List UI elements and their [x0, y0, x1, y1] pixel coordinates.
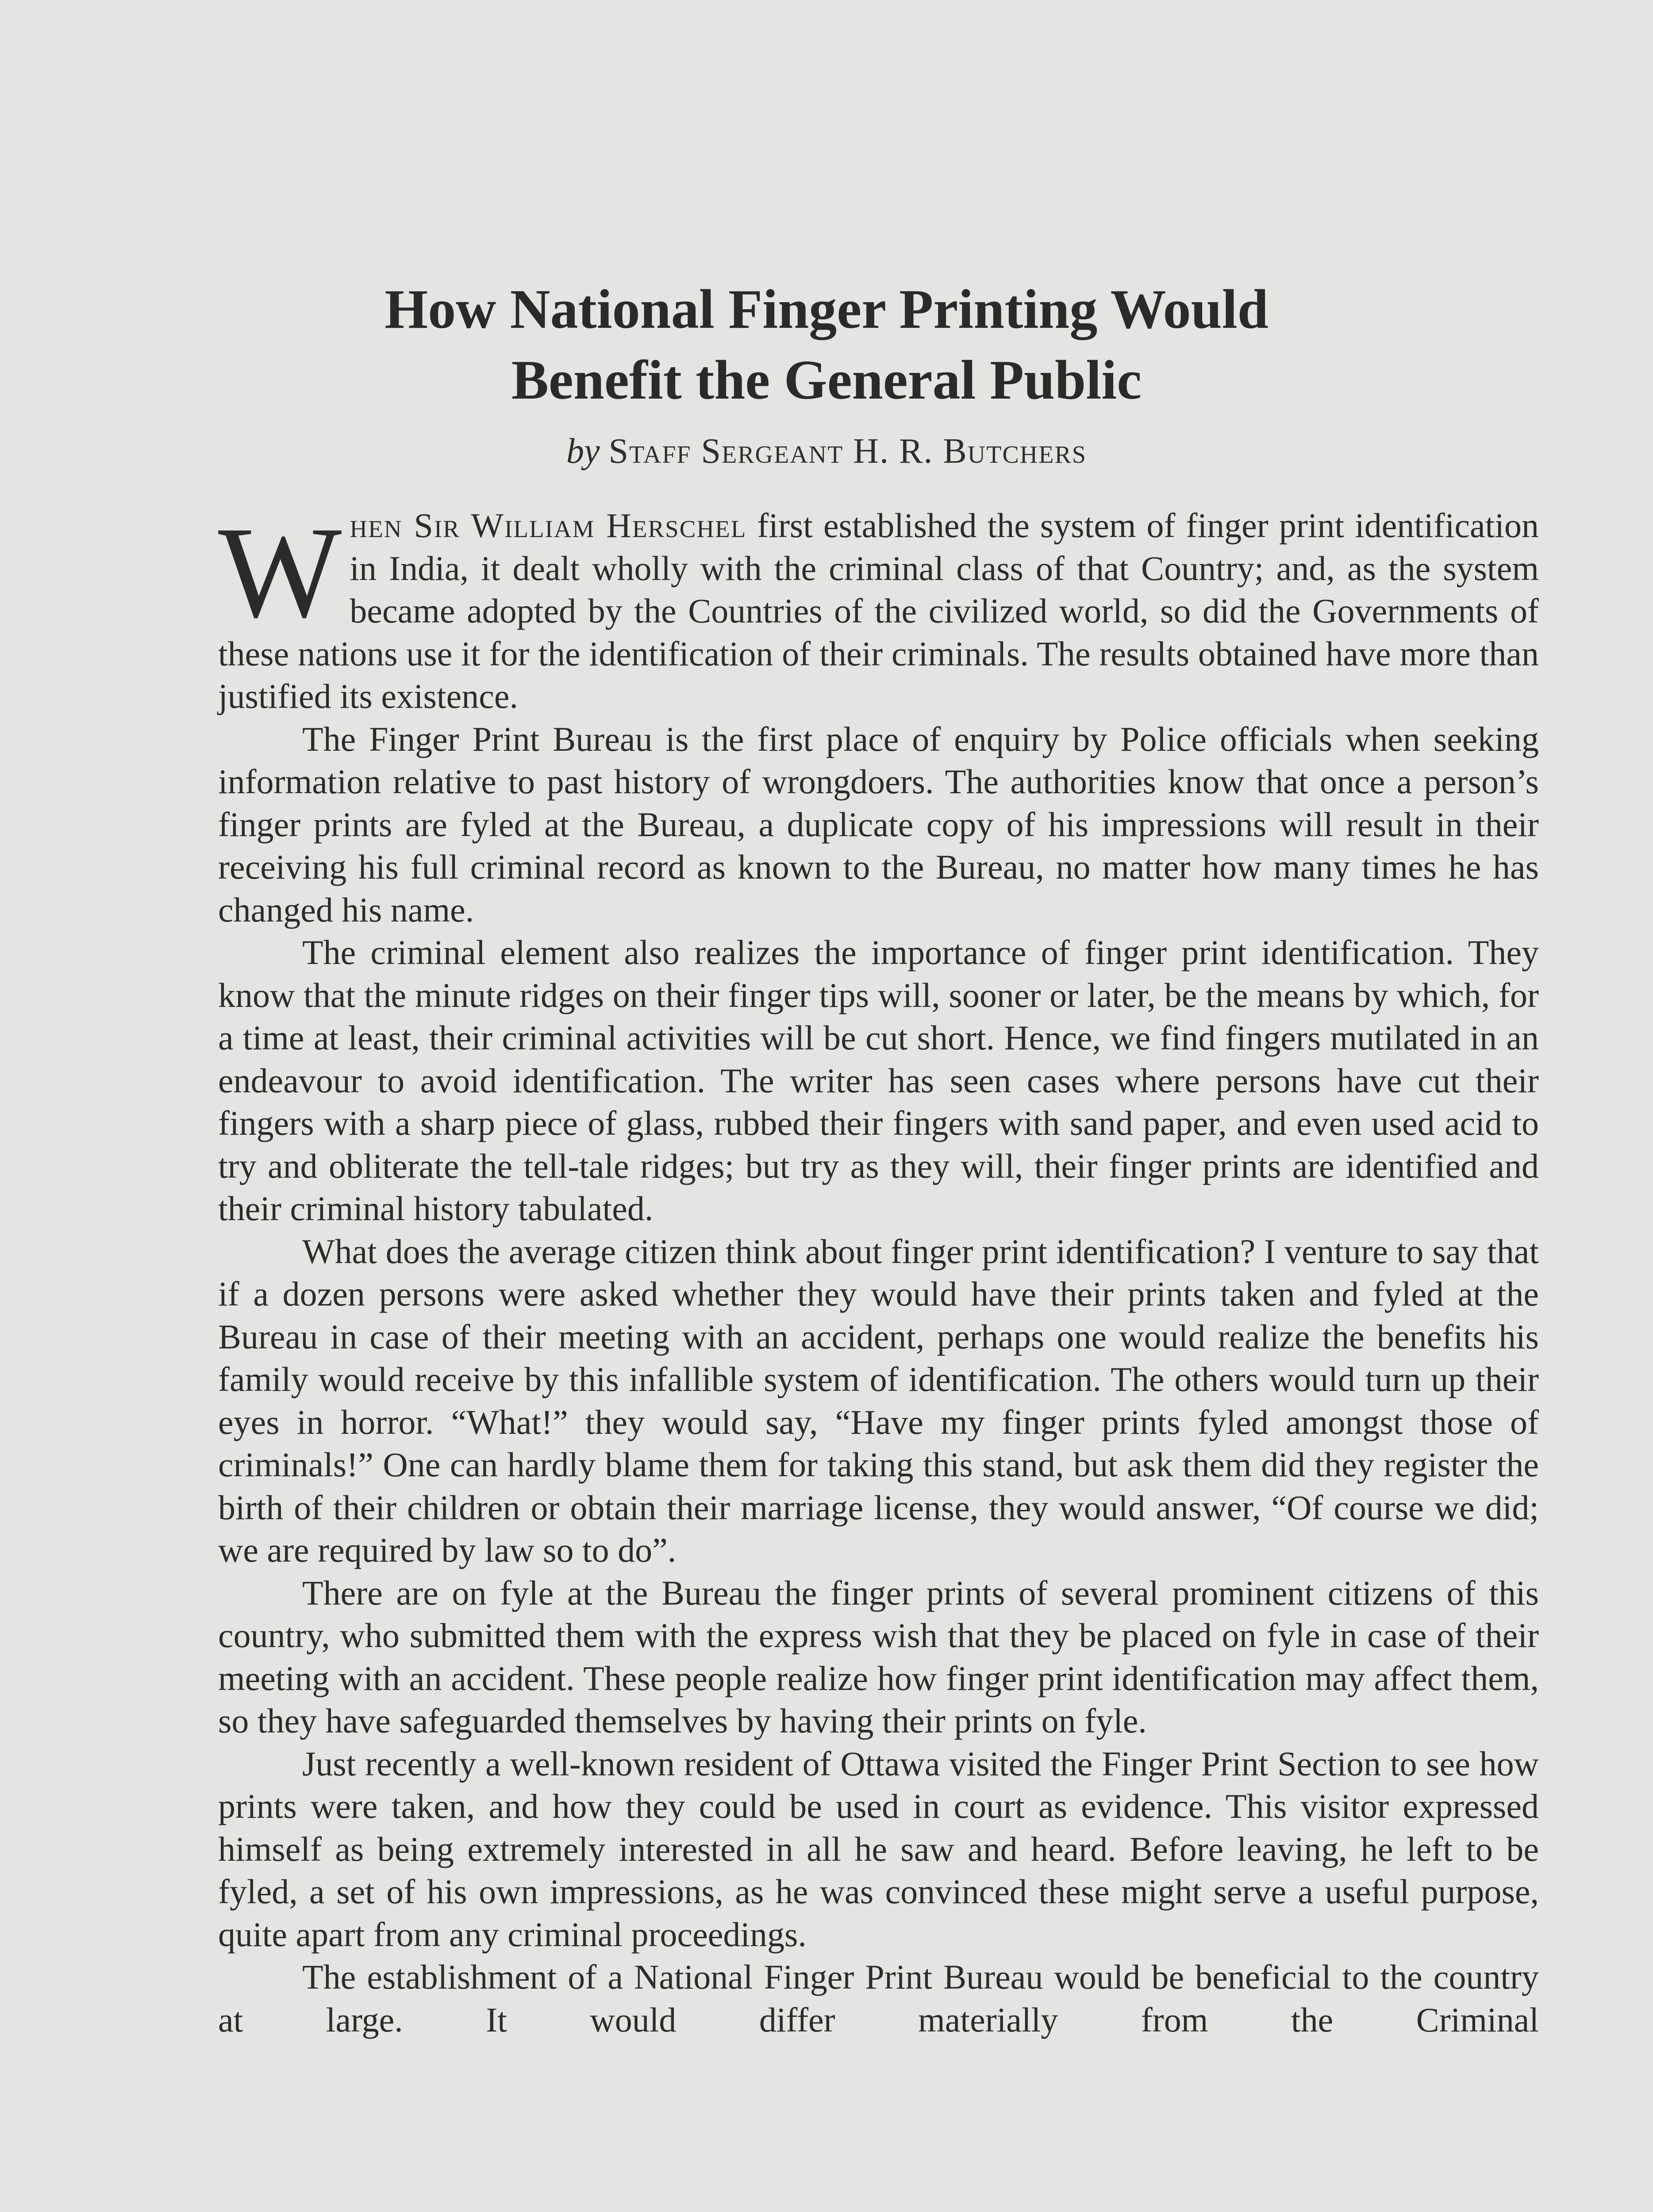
paragraph-2: The Finger Print Bureau is the first place of enquiry by Police officials when seeking information relative to past history of wrongdoers. The authorities know that once a person’s finger prints are fyled at the Bureau, a duplicate copy of his impressions will result in their receiving his full criminal record as known to the Bureau, no matter how many times he has changed his name. [218, 719, 1539, 929]
byline-prefix: by [566, 432, 600, 471]
paragraph-1-lead: hen Sir William Herschel [350, 506, 747, 545]
title-line-1: How National Finger Printing Would [384, 279, 1269, 340]
byline [0, 429, 1653, 473]
paragraph-1 [218, 500, 1539, 718]
paragraph-7: The establishment of a National Finger Print Bureau would be beneficial to the country at large. It would differ materially from the Criminal [218, 1958, 1539, 2039]
drop-cap: W [218, 500, 342, 645]
article-title [0, 274, 1653, 416]
paragraph-4: What does the average citizen think about finger print identification? I venture to say that if a dozen persons were asked whether they would have their prints taken and fyled at the Bureau in case of their meeting with an accident, perhaps one would realize the benefits his family would receive by this infallible system of identification. The others would turn up their eyes in horror. “What!” they would say, “Have my finger prints fyled amongst those of criminals!” One can hardly blame them for taking this stand, but ask them did they register the birth of their children or obtain their marriage license, they would answer, “Of course we did; we are required by law so to do”. [218, 1232, 1539, 1569]
article-body [218, 500, 1539, 2041]
paragraph-5: There are on fyle at the Bureau the finger prints of several prominent citizens of this country, who submitted them with the express wish that they be placed on fyle in case of their meeting with an accident. These people realize how finger print identification may affect them, so they have safeguarded themselves by having their prints on fyle. [218, 1573, 1539, 1740]
byline-author: Staff Sergeant H. R. Butchers [608, 432, 1087, 471]
title-line-2: Benefit the General Public [511, 349, 1142, 411]
paragraph-6: Just recently a well-known resident of Ottawa visited the Finger Print Section to see how prints were taken, and how they could be used in court as evidence. This visitor expressed himself as being extremely interested in all he saw and heard. Before leaving, he left to be fyled, a set of his own impressions, as he was convinced these might serve a useful purpose, quite apart from any criminal proceedings. [218, 1744, 1539, 1954]
paragraph-3: The criminal element also realizes the importance of finger print identification. They know that the minute ridges on their finger tips will, sooner or later, be the means by which, for a time at least, their criminal activities will be cut short. Hence, we find fingers mutilated in an endeavour to avoid identification. The writer has seen cases where persons have cut their fingers with a sharp piece of glass, rubbed their fingers with sand paper, and even used acid to try and obliterate the tell-tale ridges; but try as they will, their finger prints are identified and their criminal history tabulated. [218, 933, 1539, 1228]
paragraph-1-text: first established the system of finger print identification in India, it dealt wholly with the criminal class of that Country; and, as the system became adopted by the Countries of the civilized world, so did the Governments of these nations use it for the identification of their criminals. The results obtained have more than justified its existence. [218, 506, 1539, 715]
